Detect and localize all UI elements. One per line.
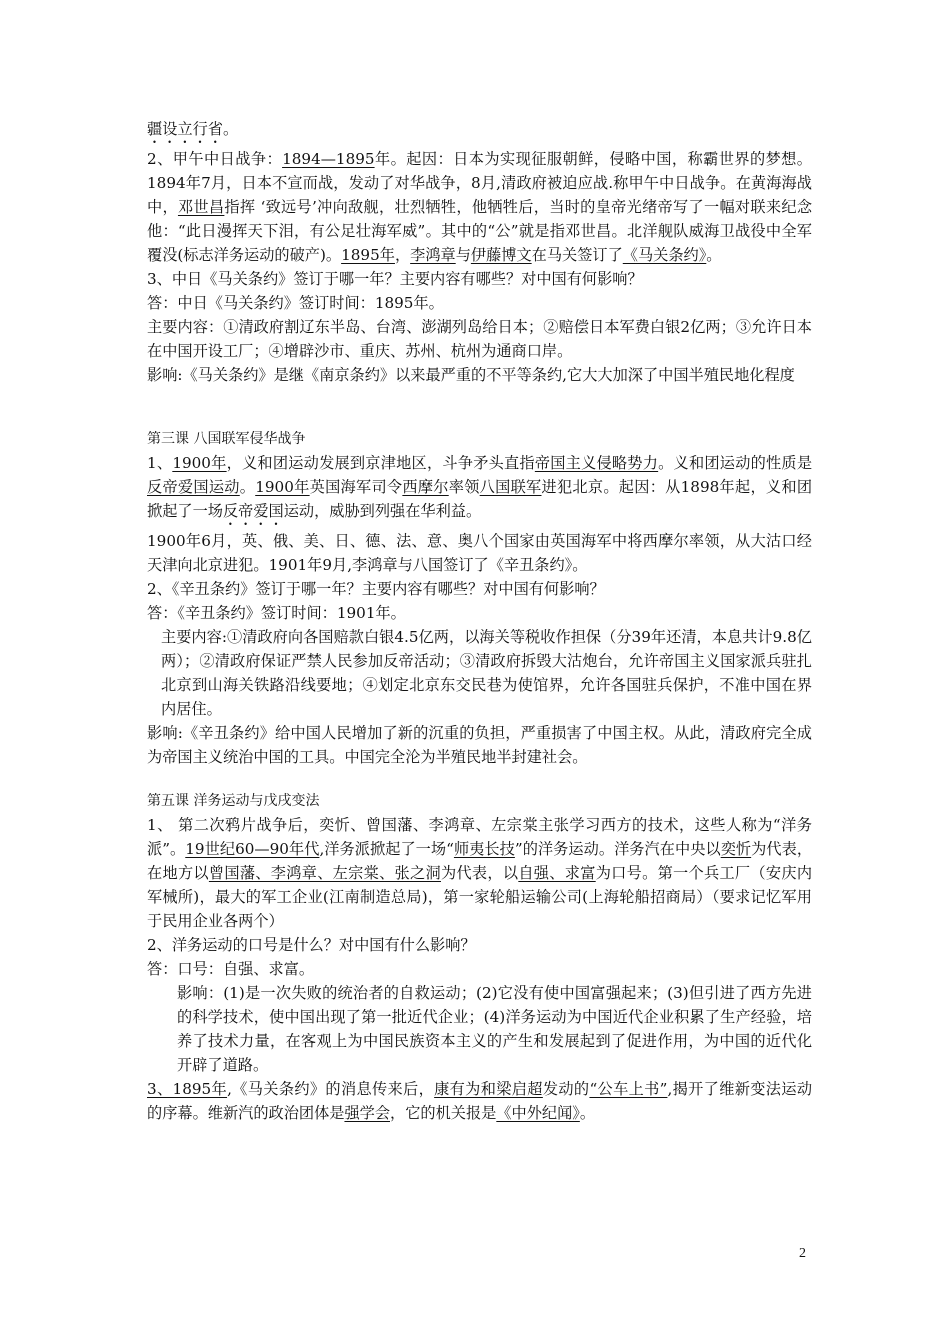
text: 。义和团运动的性质是 — [658, 454, 813, 472]
question-boxer-protocol: 2、《辛丑条约》签订于哪一年？主要内容有哪些？对中国有何影响？ — [147, 580, 605, 598]
text: ,揭开了维新变法运动的序幕。维新汽的政治团体是 — [147, 1080, 813, 1122]
text: 年。起因：日本为实现征服朝鲜，侵略中国，称霸世界的梦想。1894年7月，日本不宣而战，发动了对华战争，8月,清政府被迫应战.称甲午中日战争。在黄海海战中， — [147, 150, 812, 216]
underlined-text: 邓世昌 — [177, 198, 225, 216]
underlined-text: “公车上书” — [589, 1080, 668, 1098]
text: 与 — [455, 246, 471, 264]
answer-shimonoseki-impact: 影响:《马关条约》是继《南京条约》以来最严重的不平等条约,它大大加深了中国半殖民地化程度 — [147, 366, 795, 384]
lesson5-title: 第五课 洋务运动与戊戌变法 — [147, 793, 320, 809]
underlined-text: 曾国藩、李鸿章、左宗棠、张之洞 — [208, 864, 441, 882]
paragraph-reform — [147, 1077, 812, 1125]
text: ,《马关条约》的消息传来后， — [227, 1080, 435, 1098]
answer-westernization-impact: 影响：(1)是一次失败的统治者的自救运动；(2)它没有使中国富强起来；(3)但引进了西方先进的科学技术，使中国出现了第一批近代企业；(4)洋务运动为中国近代企业积累了生产经验，培养了技术力量，在客观上为中国民族资本主义的产生和发展起到了促进作用，为中国的近代化开辟了道路。 — [177, 984, 812, 1074]
paragraph-eight-nation: 1900年6月，英、俄、美、日、德、法、意、奥八个国家由英国海军中将西摩尔率领，从大沽口经天津向北京进犯。1901年9月,李鸿章与八国签订了《辛丑条约》。 — [147, 532, 812, 574]
answer-boxer-date: 答：《辛丑条约》签订时间：1901年。 — [147, 604, 406, 622]
paragraph-boxer — [147, 451, 812, 529]
underlined-text: 1900年 — [172, 454, 227, 472]
text: ，义和团运动发展到京津地区，斗争矛头直指 — [226, 454, 535, 472]
text: 指挥 ‘致远号’冲向敌舰，壮烈牺牲，他牺牲后，当时的皇帝光绪帝写了一幅对联来纪念他：“此日漫挥天下泪，有公足壮海军威”。其中的“公”就是指邓世昌。北洋舰队威海卫战役中全军覆没(标志洋务运动的破产)。 — [147, 198, 813, 264]
text: 为口号。第一个兵工厂（安庆内军械所)，最大的军工企业(江南制造总局)，第一家轮船运输公司(上海轮船招商局）（要求记忆军用于民用企业各两个） — [147, 864, 813, 930]
underlined-text: 自强、求富 — [518, 864, 596, 882]
page-number: 2 — [799, 1246, 806, 1261]
text: 为代表，以 — [440, 864, 519, 882]
underlined-text: 李鸿章 — [410, 246, 456, 264]
answer-shimonoseki-date: 答：中日《马关条约》签订时间：1895年。 — [147, 294, 444, 312]
answer-westernization-slogan: 答：口号：自强、求富。 — [147, 960, 315, 978]
underlined-text: 帝国主义侵略势力 — [534, 454, 659, 472]
question-westernization: 2、洋务运动的口号是什么？对中国有什么影响？ — [147, 936, 476, 954]
underlined-text: 康有为和梁启超 — [434, 1080, 543, 1098]
emphasis-text: 反帝爱国 — [222, 502, 284, 520]
underlined-text: 1900年 — [255, 478, 310, 496]
underlined-text: 1895年 — [341, 246, 395, 264]
paragraph-xinjiang — [147, 117, 812, 147]
text: 。 — [706, 246, 722, 264]
paragraph-sino-japanese-war — [147, 147, 812, 267]
underlined-text: 西摩尔 — [402, 478, 449, 496]
underlined-text: 1894—1895 — [282, 150, 375, 168]
underlined-text: 奕忻 — [720, 840, 752, 858]
underlined-text: 强学会 — [344, 1104, 390, 1122]
text: ,洋务派掀起了一场“ — [319, 840, 454, 858]
underlined-text: 3、1895年 — [147, 1080, 228, 1098]
text: 2、甲午中日战争： — [147, 150, 283, 168]
question-shimonoseki: 3、中日《马关条约》签订于哪一年？主要内容有哪些？对中国有何影响？ — [147, 270, 643, 288]
text: ，它的机关报是 — [390, 1104, 497, 1122]
text: 率领 — [448, 478, 480, 496]
underlined-text: 师夷长技 — [453, 840, 515, 858]
underlined-text: 反帝爱国运动 — [147, 478, 240, 496]
underlined-text: 《中外纪闻》 — [496, 1104, 580, 1122]
text: 。 — [239, 478, 256, 496]
text: ， — [394, 246, 411, 264]
lesson3-title: 第三课 八国联军侵华战争 — [147, 431, 306, 447]
text: 1、 第二次鸦片战争后，奕忻、曾国藩、李鸿章、左宗棠主张学习西方的技术，这些人称为“洋务派”。 — [147, 816, 812, 858]
text: ”的洋务运动。洋务汽在中央以 — [514, 840, 721, 858]
text: 1、 — [147, 454, 173, 472]
text: 为代表，在地方以 — [147, 840, 813, 882]
text: 在马关签订了 — [531, 246, 623, 264]
underlined-text: 伊藤博文 — [470, 246, 532, 264]
text: 运动，威胁到列强在华利益。 — [283, 502, 482, 520]
text: 进犯北京。起因：从1898年起，义和团掀起了一场 — [147, 478, 813, 520]
underlined-text: 19世纪60—90年代 — [185, 840, 320, 858]
text: 英国海军司令 — [309, 478, 403, 496]
text: 疆设立行省。 — [147, 120, 239, 138]
paragraph-westernization — [147, 813, 812, 933]
answer-shimonoseki-content: 主要内容：①清政府割辽东半岛、台湾、澎湖列岛给日本；②赔偿日本军费白银2亿两；③允许日本在中国开设工厂；④增辟沙市、重庆、苏州、杭州为通商口岸。 — [147, 318, 812, 360]
underlined-text: 《马关条约》 — [622, 246, 707, 264]
text: 发动的 — [542, 1080, 590, 1098]
text: 。 — [579, 1104, 596, 1122]
answer-boxer-content: 主要内容:①清政府向各国赔款白银4.5亿两，以海关等税收作担保（分39年还清，本息共计9.8亿两）；②清政府保证严禁人民参加反帝活动；③清政府拆毁大沽炮台，允许帝国主义国家派兵驻扎北京到山海关铁路沿线要地；④划定北京东交民巷为使馆界，允许各国驻兵保护，不准中国在界内居住。 — [161, 628, 812, 718]
answer-boxer-impact: 影响:《辛丑条约》给中国人民增加了新的沉重的负担，严重损害了中国主权。从此，清政府完全成为帝国主义统治中国的工具。中国完全沦为半殖民地半封建社会。 — [147, 724, 812, 766]
underlined-text: 八国联军 — [479, 478, 542, 496]
document-page — [147, 117, 812, 1125]
